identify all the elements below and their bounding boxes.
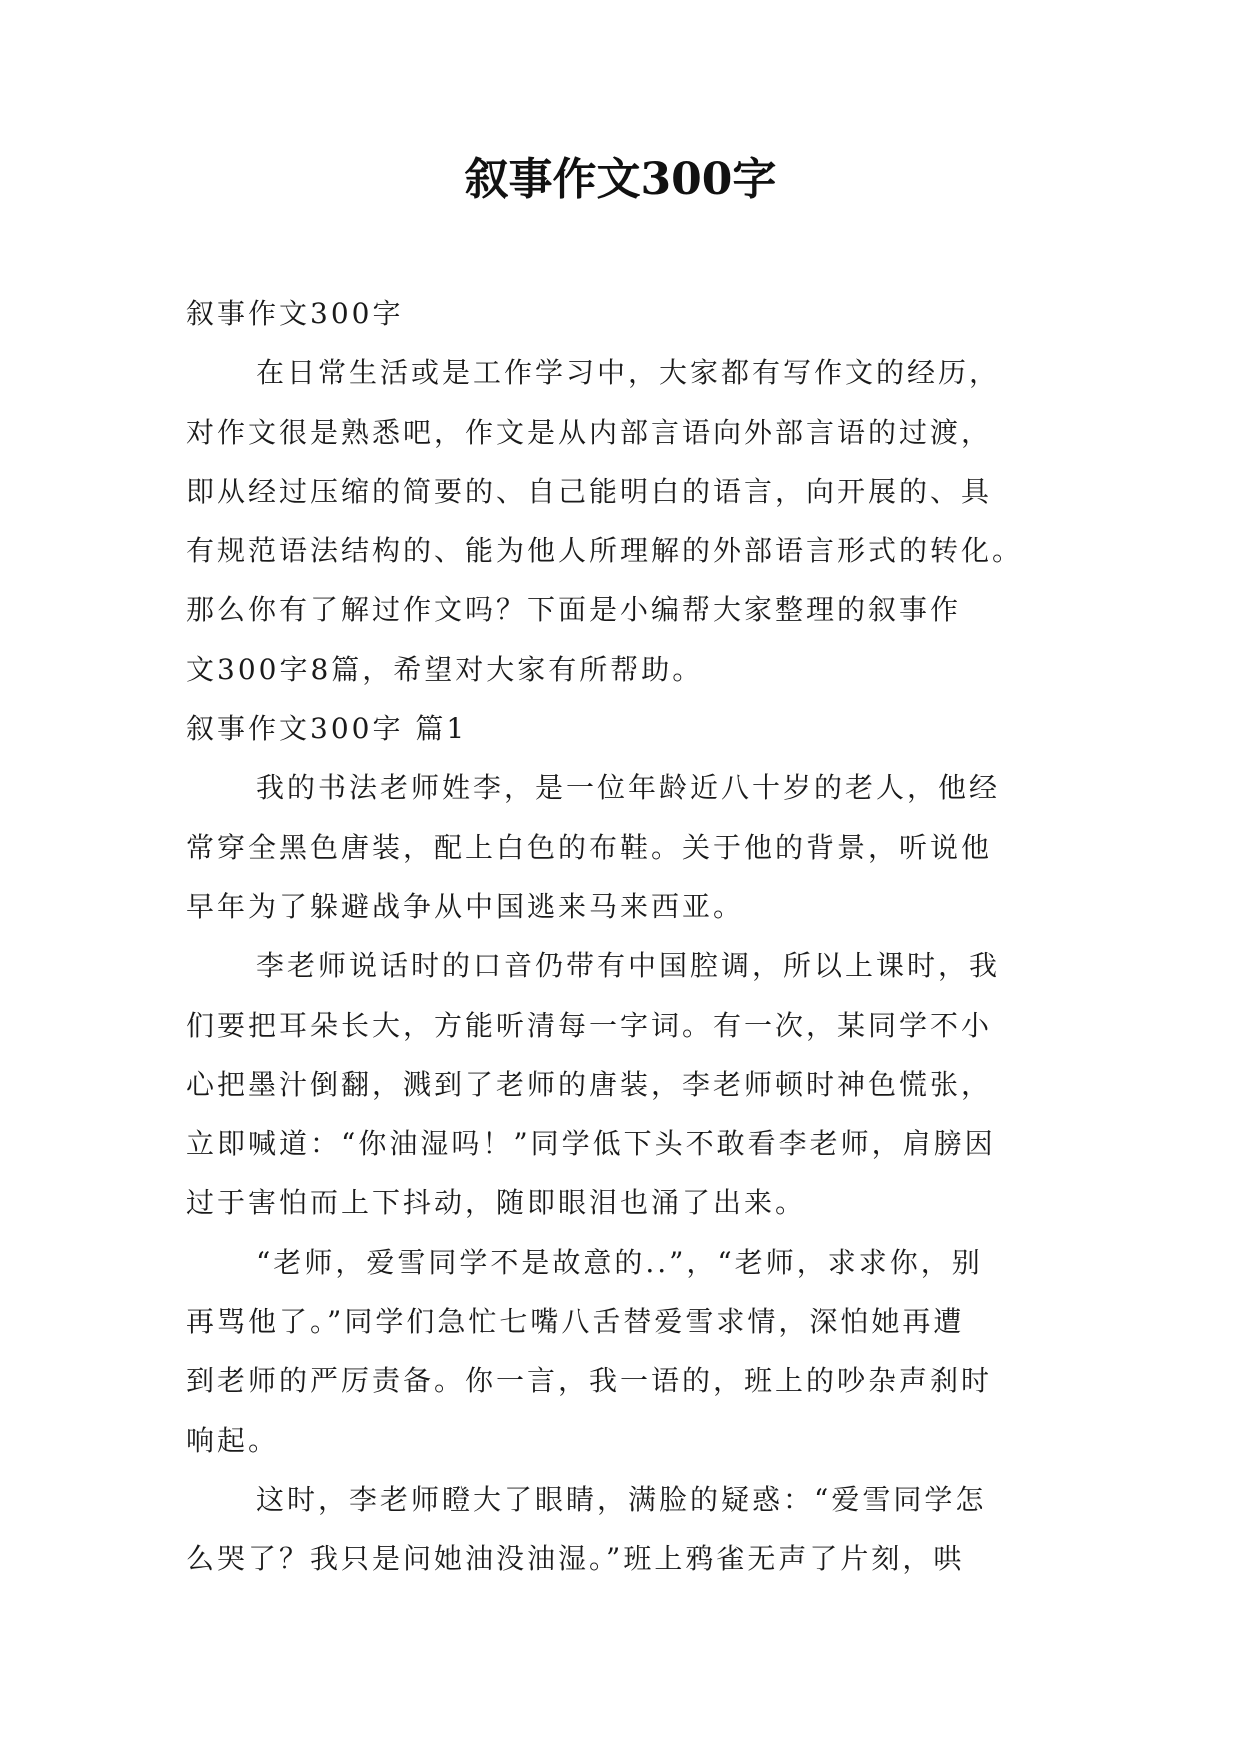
document-body <box>186 284 1066 1589</box>
intro-paragraph-line: 在日常生活或是工作学习中，大家都有写作文的经历， <box>256 356 1001 390</box>
paragraph-line: “老师，爱雪同学不是故意的..”，“老师，求求你，别 <box>256 1245 983 1279</box>
paragraph-line: 响起。 <box>186 1423 280 1457</box>
intro-paragraph-line: 对作文很是熟悉吧，作文是从内部言语向外部言语的过渡， <box>186 415 993 449</box>
section-heading: 叙事作文300字 篇1 <box>186 712 468 746</box>
intro-paragraph-line: 有规范语法结构的、能为他人所理解的外部语言形式的转化。 <box>186 534 1024 568</box>
paragraph-line: 这时，李老师瞪大了眼睛，满脸的疑惑：“爱雪同学怎 <box>256 1482 987 1516</box>
subtitle-line: 叙事作文300字 <box>186 297 404 330</box>
paragraph-line: 早年为了躲避战争从中国逃来马来西亚。 <box>186 889 745 923</box>
paragraph-line: 们要把耳朵长大，方能听清每一字词。有一次，某同学不小 <box>186 1008 993 1042</box>
document-title: 叙事作文300字 <box>464 154 777 205</box>
paragraph-line: 心把墨汁倒翻，溅到了老师的唐装，李老师顿时神色慌张， <box>186 1067 993 1101</box>
intro-paragraph-line: 那么你有了解过作文吗？下面是小编帮大家整理的叙事作 <box>186 593 962 627</box>
paragraph-line: 李老师说话时的口音仍带有中国腔调，所以上课时，我 <box>256 949 1001 983</box>
paragraph-line: 到老师的严厉责备。你一言，我一语的，班上的吵杂声刹时 <box>186 1364 993 1398</box>
intro-paragraph-line: 即从经过压缩的简要的、自己能明白的语言，向开展的、具 <box>186 474 993 508</box>
paragraph-line: 么哭了？我只是问她油没油湿。”班上鸦雀无声了片刻，哄 <box>186 1542 965 1576</box>
paragraph-line: 过于害怕而上下抖动，随即眼泪也涌了出来。 <box>186 1186 807 1220</box>
paragraph-line: 再骂他了。”同学们急忙七嘴八舌替爱雪求情，深怕她再遭 <box>186 1305 965 1339</box>
paragraph-line: 立即喊道：“你油湿吗！”同学低下头不敢看李老师，肩膀因 <box>186 1127 996 1161</box>
paragraph-line: 常穿全黑色唐装，配上白色的布鞋。关于他的背景，听说他 <box>186 830 993 864</box>
paragraph-line: 我的书法老师姓李，是一位年龄近八十岁的老人，他经 <box>256 771 1001 805</box>
intro-paragraph-line: 文300字8篇，希望对大家有所帮助。 <box>186 652 704 686</box>
